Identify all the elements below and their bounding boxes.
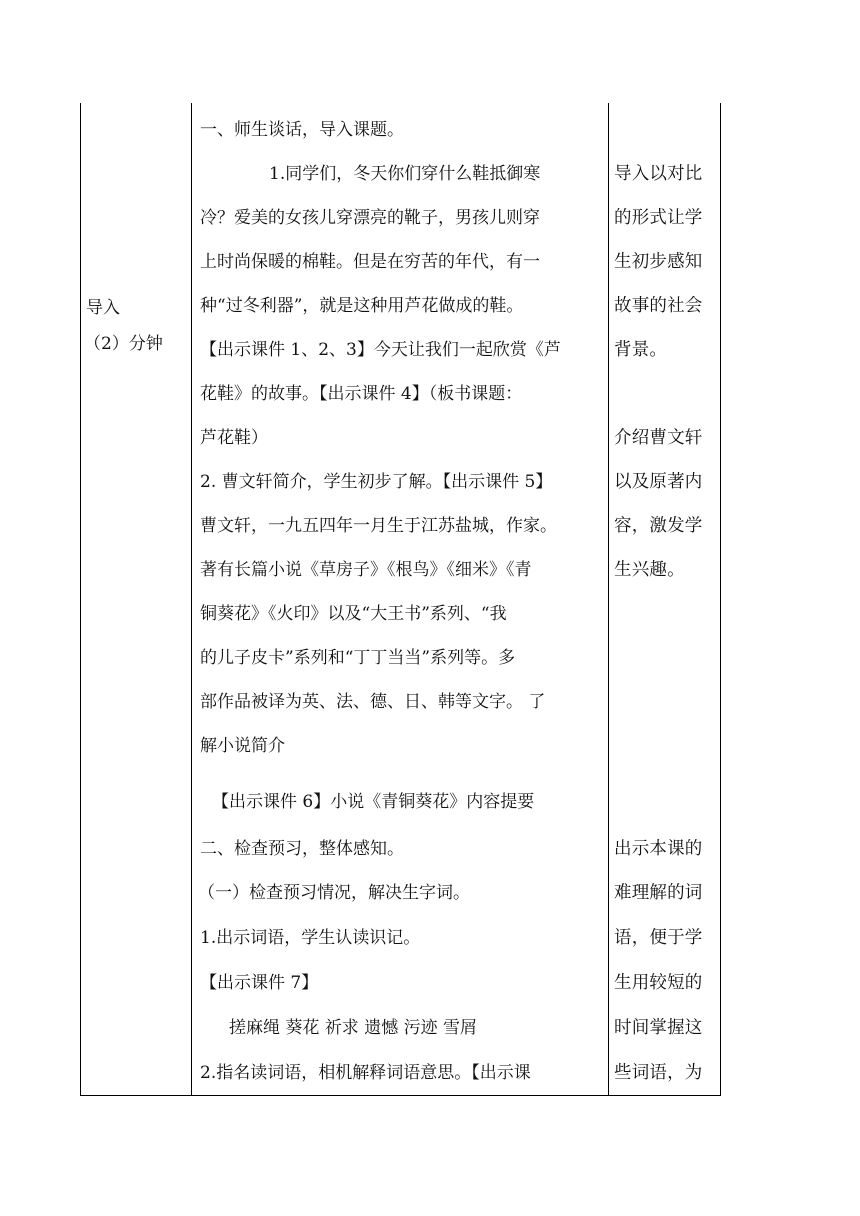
- text-line: 的儿子皮卡”系列和“丁丁当当”系列等。多: [200, 648, 516, 668]
- text-line: 解小说简介: [200, 736, 285, 756]
- text-line: 铜葵花》《火印》以及“大王书”系列、“我: [200, 604, 507, 624]
- text-line: 部作品被译为英、法、德、日、韩等文字。 了: [200, 692, 546, 712]
- stage-duration: （2）分钟: [84, 334, 163, 354]
- text-line: 难理解的词: [614, 883, 703, 903]
- text-line: 容，激发学: [614, 516, 703, 536]
- text-line: 搓麻绳 葵花 祈求 遗憾 污迹 雪屑: [229, 1018, 478, 1038]
- text-line: 故事的社会: [614, 296, 703, 316]
- table-border-bottom: [80, 1095, 721, 1096]
- text-line: 著有长篇小说《草房子》《根鸟》《细米》《青: [200, 560, 532, 580]
- text-line: （一）检查预习情况，解决生字词。: [198, 883, 470, 903]
- text-line: 【出示课件 6】小说《青铜葵花》内容提要: [212, 792, 535, 812]
- text-line: 生初步感知: [614, 252, 703, 272]
- text-line: 二、检查预习，整体感知。: [200, 839, 404, 859]
- text-line: 1.出示词语，学生认读识记。: [200, 928, 421, 948]
- text-line: 芦花鞋）: [200, 428, 268, 448]
- text-line: 背景。: [614, 340, 668, 360]
- table-border-left: [80, 103, 81, 1095]
- text-line: 时间掌握这: [614, 1018, 703, 1038]
- text-line: 花鞋》的故事。【出示课件 4】（板书课题：: [200, 384, 523, 404]
- text-line: 介绍曹文轩: [614, 428, 703, 448]
- text-line: 【出示课件 7】: [200, 973, 319, 993]
- text-line: 上时尚保暖的棉鞋。但是在穷苦的年代，有一: [200, 252, 540, 272]
- text-line: 语，便于学: [614, 928, 703, 948]
- text-line: 些词语，为: [614, 1063, 703, 1083]
- text-line: 的形式让学: [614, 208, 703, 228]
- text-line: 导入以对比: [614, 164, 703, 184]
- table-divider-1: [191, 103, 192, 1095]
- text-line: 冷？爱美的女孩儿穿漂亮的靴子，男孩儿则穿: [200, 208, 540, 228]
- text-line: 2.指名读词语，相机解释词语意思。【出示课: [200, 1063, 531, 1083]
- text-line: 2. 曹文轩简介，学生初步了解。【出示课件 5】: [200, 472, 553, 492]
- text-line: 以及原著内: [614, 472, 703, 492]
- text-line: 曹文轩，一九五四年一月生于江苏盐城，作家。: [200, 516, 557, 536]
- text-line: 出示本课的: [614, 839, 703, 859]
- text-line: 生兴趣。: [614, 560, 685, 580]
- text-line: 一、师生谈话，导入课题。: [200, 120, 404, 140]
- text-line: 生用较短的: [614, 973, 703, 993]
- text-line: 种“过冬利器”，就是这种用芦花做成的鞋。: [200, 296, 524, 316]
- stage-label: 导入: [86, 298, 120, 318]
- text-line: 【出示课件 1、2、3】今天让我们一起欣赏《芦: [200, 340, 561, 360]
- text-line: 1.同学们，冬天你们穿什么鞋抵御寒: [269, 164, 541, 184]
